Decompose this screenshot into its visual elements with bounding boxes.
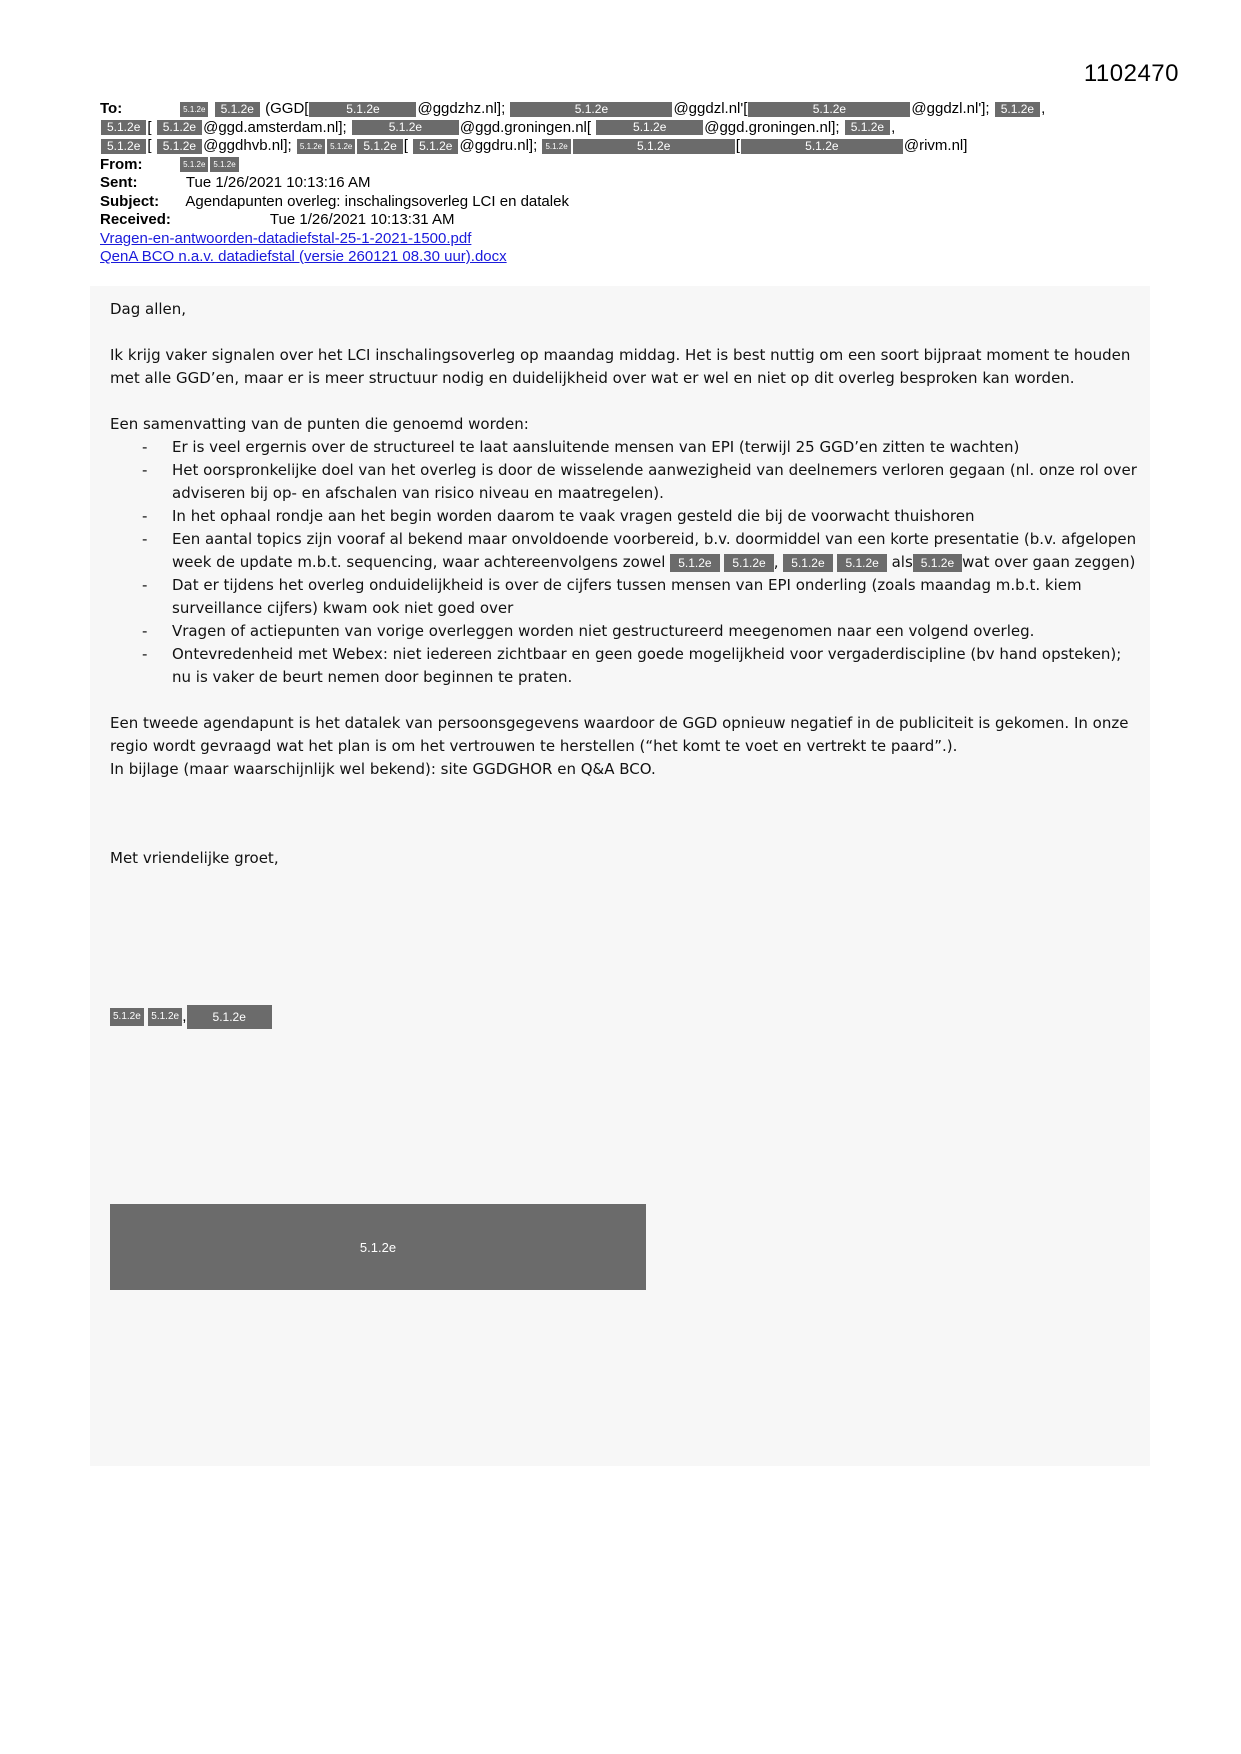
redaction: 5.1.2e	[309, 102, 416, 117]
list-item: - Ontevredenheid met Webex: niet iedereen zichtbaar en geen goede mogelijkheid voor vergaderdiscipline (bv hand opsteken); nu is vaker de beurt nemen door beginnen te praten.	[110, 643, 1140, 689]
email-header	[100, 100, 1045, 267]
redaction: 5.1.2e	[157, 120, 202, 135]
list-item: - In het ophaal rondje aan het begin worden daarom te vaak vragen gesteld die bij de voorwacht thuishoren	[110, 505, 1140, 528]
attachment-link[interactable]: Vragen-en-antwoorden-datadiefstal-25-1-2021-1500.pdf	[100, 229, 472, 247]
to-label: To:	[100, 100, 123, 117]
subject-value: Agendapunten overleg: inschalingsoverleg LCI en datalek	[185, 192, 569, 210]
redaction: 5.1.2e	[180, 102, 208, 117]
redaction: 5.1.2e	[187, 1005, 272, 1029]
redaction: 5.1.2e	[724, 554, 773, 572]
redaction: 5.1.2e	[670, 554, 719, 572]
to-line-3: 5.1.2e [ 5.1.2e @ggdhvb.nl]; 5.1.2e 5.1.2e 5.1.2e [ 5.1.2e @ggdru.nl]; 5.1.2e 5.1.2e [ 5.1.2e @rivm.nl]	[100, 137, 1045, 156]
redaction: 5.1.2e	[542, 139, 570, 154]
to-line-2: 5.1.2e [ 5.1.2e @ggd.amsterdam.nl]; 5.1.2e @ggd.groningen.nl[ 5.1.2e @ggd.groningen.nl]; 5.1.2e ,	[100, 119, 1045, 138]
closing: Met vriendelijke groet,	[110, 849, 279, 867]
redaction: 5.1.2e	[845, 120, 890, 135]
redaction: 5.1.2e	[741, 139, 903, 154]
signature-redaction: 5.1.2e 5.1.2e , 5.1.2e	[110, 1005, 272, 1029]
from-line	[100, 156, 1045, 175]
document-number: 1102470	[1083, 60, 1179, 87]
list-item: - Er is veel ergernis over de structureel te laat aansluitende mensen van EPI (terwijl 25 GGD’en zitten te wachten)	[110, 436, 1140, 459]
list-item: - Vragen of actiepunten van vorige overleggen worden niet gestructureerd meegenomen naar een volgend overleg.	[110, 620, 1140, 643]
subject-label: Subject:	[100, 192, 160, 210]
list-item: - Het oorspronkelijke doel van het overleg is door de wisselende aanwezigheid van deelnemers verloren gegaan (nl. onze rol over adviseren bij op- en afschalen van risico niveau en maatregelen).	[110, 459, 1140, 505]
received-value: Tue 1/26/2021 10:13:31 AM	[269, 211, 455, 228]
attachment-link[interactable]: QenA BCO n.a.v. datadiefstal (versie 260121 08.30 uur).docx	[100, 248, 507, 265]
greeting: Dag allen,	[110, 300, 187, 318]
to-line-1: To: 5.1.2e 5.1.2e (GGD[ 5.1.2e @ggdzhz.nl]; 5.1.2e @ggdzl.nl'[ 5.1.2e @ggdzl.nl']; 5.1.2e ,	[100, 100, 1046, 117]
sent-label: Sent:	[100, 174, 138, 191]
paragraph: In bijlage (maar waarschijnlijk wel bekend): site GGDGHOR en Q&A BCO.	[110, 760, 656, 778]
redaction: 5.1.2e	[913, 554, 962, 572]
redaction: 5.1.2e	[210, 157, 238, 172]
sent-line	[100, 174, 1045, 193]
redaction: 5.1.2e	[748, 102, 910, 117]
summary-intro: Een samenvatting van de punten die genoemd worden:	[110, 415, 529, 433]
from-label: From:	[100, 155, 143, 173]
received-label: Received:	[100, 211, 171, 228]
sent-value: Tue 1/26/2021 10:13:16 AM	[185, 174, 371, 191]
redaction: 5.1.2e	[357, 139, 402, 154]
bullet-list	[110, 436, 1140, 689]
redaction: 5.1.2e	[110, 1008, 144, 1026]
redaction-block: 5.1.2e	[110, 1204, 646, 1290]
redaction: 5.1.2e	[157, 139, 202, 154]
redaction: 5.1.2e	[596, 120, 703, 135]
received-line	[100, 211, 1045, 230]
paragraph: Ik krijg vaker signalen over het LCI inschalingsoverleg op maandag middag. Het is best nuttig om een soort bijpraat moment te houden met alle GGD’en, maar er is meer structuur nodig en duidelijkheid over wat er wel en niet op dit overleg besproken kan worden.	[110, 346, 1131, 387]
redaction: 5.1.2e	[413, 139, 458, 154]
redaction: 5.1.2e	[352, 120, 459, 135]
paragraph: Een tweede agendapunt is het datalek van persoonsgegevens waardoor de GGD opnieuw negatief in de publiciteit is gekomen. In onze regio wordt gevraagd wat het plan is om het vertrouwen te herstellen (“het komt te voet en vertrekt te paard”.).	[110, 714, 1129, 755]
redaction: 5.1.2e	[148, 1008, 182, 1026]
list-item: - Een aantal topics zijn vooraf al bekend maar onvoldoende voorbereid, b.v. doormiddel van een korte presentatie (b.v. afgelopen week de update m.b.t. sequencing, waar achtereenvolgens zowel 5.1.2e 5.1.2e , 5.1.2e 5.1.2e als 5.1.2e wat over gaan zeggen)	[110, 528, 1140, 574]
redaction: 5.1.2e	[327, 139, 355, 154]
redaction: 5.1.2e	[573, 139, 735, 154]
message-body	[110, 298, 1140, 870]
redaction: 5.1.2e	[995, 102, 1040, 117]
redaction: 5.1.2e	[180, 157, 208, 172]
subject-line	[100, 193, 1045, 212]
list-item: - Dat er tijdens het overleg onduidelijkheid is over de cijfers tussen mensen van EPI onderling (zoals maandag m.b.t. kiem surveillance cijfers) kwam ook niet goed over	[110, 574, 1140, 620]
redaction: 5.1.2e	[101, 139, 146, 154]
redaction: 5.1.2e	[837, 554, 886, 572]
redaction: 5.1.2e	[510, 102, 672, 117]
redaction: 5.1.2e	[783, 554, 832, 572]
redaction: 5.1.2e	[297, 139, 325, 154]
redaction: 5.1.2e	[215, 102, 260, 117]
redaction: 5.1.2e	[101, 120, 146, 135]
